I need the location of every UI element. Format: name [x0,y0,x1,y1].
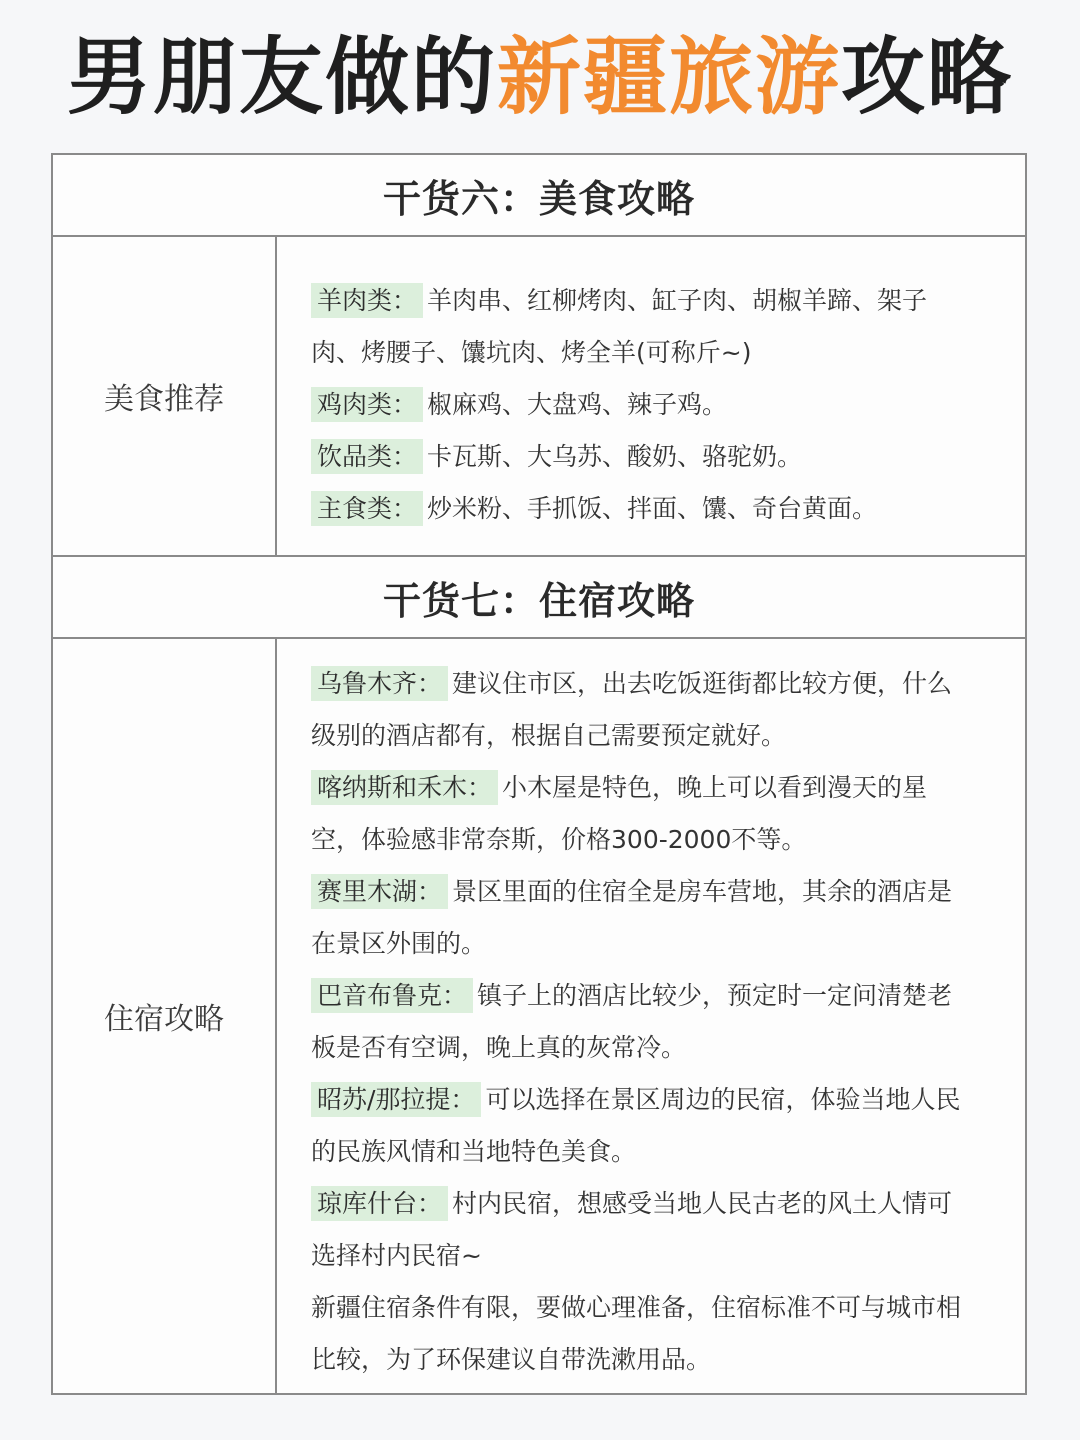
title-part2: 攻略 [841,28,1014,126]
stay-tag: 赛里木湖： [311,874,448,909]
food-item [311,483,975,535]
stay-text: 镇子上的酒店比较少，预定时一定问清楚老板是否有空调，晚上真的灰常冷。 [311,981,953,1062]
stay-label: 住宿攻略 [53,639,277,1393]
title-part1: 男朋友做的 [66,28,497,126]
food-item [311,431,975,483]
stay-item [311,1074,975,1178]
food-tag: 主食类： [311,491,423,526]
stay-item [311,970,975,1074]
food-label: 美食推荐 [53,237,277,555]
food-text: 椒麻鸡、大盘鸡、辣子鸡。 [427,390,728,419]
stay-text: 可以选择在景区周边的民宿，体验当地人民的民族风情和当地特色美食。 [311,1085,961,1166]
food-text: 羊肉串、红柳烤肉、缸子肉、胡椒羊蹄、架子肉、烤腰子、馕坑肉、烤全羊(可称斤~) [311,286,928,367]
food-section-heading: 干货六：美食攻略 [53,155,1025,237]
title-highlight: 新疆旅游 [496,28,841,126]
food-item [311,275,975,379]
stay-tag: 喀纳斯和禾木： [311,770,498,805]
stay-item [311,658,975,762]
stay-text: 村内民宿，想感受当地人民古老的风土人情可选择村内民宿~ [311,1189,953,1270]
guide-table [51,153,1027,1395]
food-text: 卡瓦斯、大乌苏、酸奶、骆驼奶。 [427,442,803,471]
stay-item [311,866,975,970]
stay-text: 建议住市区，出去吃饭逛街都比较方便，什么级别的酒店都有，根据自己需要预定就好。 [311,669,953,750]
stay-content [277,639,1025,1393]
page-title [0,22,1080,132]
stay-text: 小木屋是特色，晚上可以看到漫天的星空，体验感非常奈斯，价格300-2000不等。 [311,773,928,854]
stay-tag: 昭苏/那拉提： [311,1082,481,1117]
stay-item [311,762,975,866]
stay-note: 新疆住宿条件有限，要做心理准备，住宿标准不可与城市相比较，为了环保建议自带洗漱用品。 [311,1293,962,1374]
food-text: 炒米粉、手抓饭、拌面、馕、奇台黄面。 [427,494,878,523]
food-content [277,237,1025,555]
stay-tag: 乌鲁木齐： [311,666,448,701]
food-tag: 饮品类： [311,439,423,474]
food-tag: 鸡肉类： [311,387,423,422]
stay-tag: 巴音布鲁克： [311,978,473,1013]
food-row [53,237,1025,557]
stay-row [53,639,1025,1393]
stay-section-heading: 干货七：住宿攻略 [53,557,1025,639]
food-item [311,379,975,431]
stay-item [311,1178,975,1282]
stay-tag: 琼库什台： [311,1186,448,1221]
food-tag: 羊肉类： [311,283,423,318]
stay-text: 景区里面的住宿全是房车营地，其余的酒店是在景区外围的。 [311,877,953,958]
